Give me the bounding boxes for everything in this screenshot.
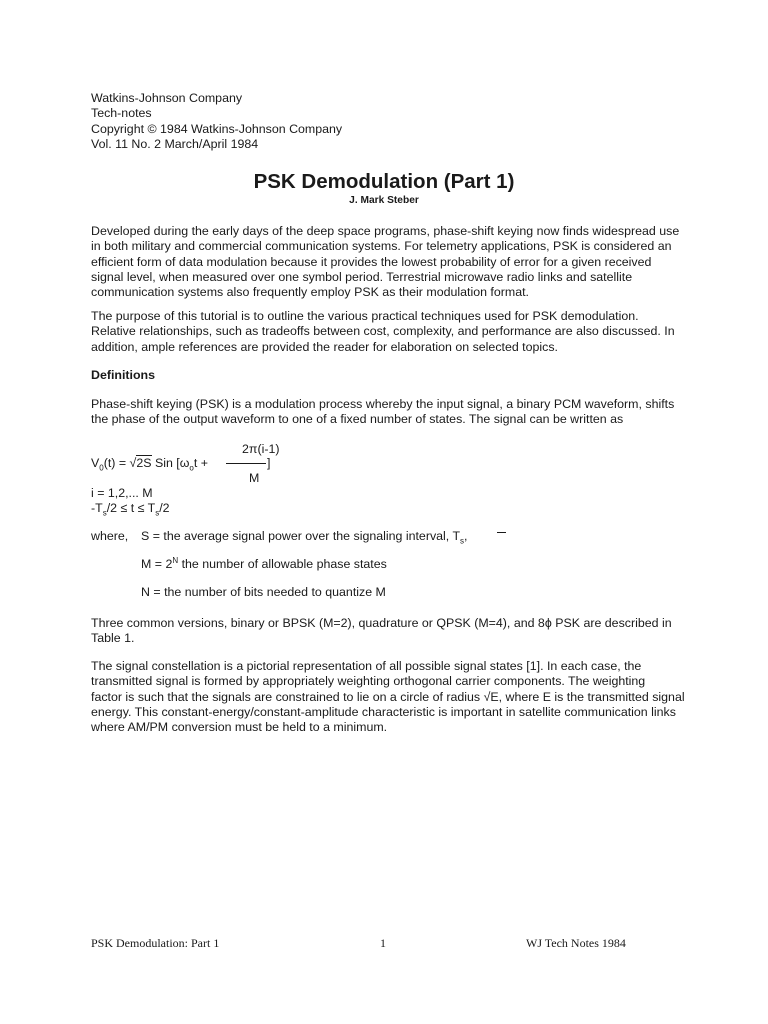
header-company: Watkins-Johnson Company [91,91,243,105]
m-def-sup: N [172,555,179,565]
definitions-line: Phase-shift keying (PSK) is a modulation process whereby the input signal, a binary PCM waveform, shifts [91,397,675,411]
t-range-b: /2 ≤ t ≤ T [106,501,156,516]
m-definition [141,557,387,572]
eq-t-plus: t + [193,456,208,470]
document-title: PSK Demodulation (Part 1) [253,170,515,193]
constellation-line: The signal constellation is a pictorial representation of all possible signal states [1]. In each case, the [91,659,642,673]
document-author: J. Mark Steber [349,195,419,206]
eq-sin: Sin [ω [151,456,190,470]
intro-line: efficient form of data modulation because it provides the lowest probability of error for a given received [91,254,652,269]
section-heading-definitions: Definitions [91,368,156,382]
constellation-line: where AM/PM conversion must be held to a minimum. [91,720,388,735]
s-definition [141,529,467,544]
versions-paragraph [91,616,683,647]
intro-line: Developed during the early days of the deep space programs, phase-shift keying now finds widespread use [91,224,680,238]
purpose-line: Relative relationships, such as tradeoffs between cost, complexity, and performance are also discussed. In [91,324,675,339]
header-series: Tech-notes [91,106,152,121]
overbar-mark [497,532,506,533]
footer-right: WJ Tech Notes 1984 [526,936,626,950]
versions-line: Three common versions, binary or BPSK (M=2), quadrature or QPSK (M=4), and 8ϕ PSK are described in [91,616,672,630]
purpose-paragraph [91,309,683,355]
equation-ranges [91,486,683,517]
versions-line: Table 1. [91,631,135,646]
footer-left: PSK Demodulation: Part 1 [91,936,220,950]
constellation-line: transmitted signal is formed by appropriately weighting orthogonal carrier components. The weighting [91,674,646,689]
eq-sqrt-arg: 2S [136,456,152,470]
eq-v-sub: 0 [99,463,104,473]
i-range: i = 1,2,... M [91,486,153,500]
t-range [91,501,683,516]
page-number: 1 [380,936,386,950]
company-header [91,91,683,152]
purpose-line: The purpose of this tutorial is to outline the various practical techniques used for PSK demodulation. [91,309,639,323]
definitions-line: the phase of the output waveform to one of a fixed number of states. The signal can be written as [91,412,624,427]
eq-t: (t) = √ [103,456,137,470]
where-label: where, [91,529,129,543]
constellation-line: factor is such that the signals are constrained to lie on a circle of radius √E, where E is the transmitted signal [91,689,685,704]
constellation-line: energy. This constant-energy/constant-amplitude characteristic is important in satellite communication links [91,704,676,719]
t-range-a: -T [91,501,103,516]
intro-line: communication systems also frequently employ PSK as their modulation format. [91,285,529,300]
m-def-a: M = 2 [141,557,173,571]
purpose-line: addition, ample references are provided the reader for elaboration on selected topics. [91,339,558,354]
t-range-sub2: s [155,508,160,518]
s-def-a: S = the average signal power over the signaling interval, T [141,529,461,543]
header-volume: Vol. 11 No. 2 March/April 1984 [91,136,259,151]
t-range-sub1: s [102,508,107,518]
eq-v: V [91,456,100,470]
s-def-b: , [464,529,468,543]
s-def-sub: s [460,536,465,546]
intro-paragraph [91,224,683,300]
intro-line: in both military and commercial communication systems. For telemetry applications, PSK is considered an [91,239,672,254]
constellation-paragraph [91,659,683,735]
m-def-b: the number of allowable phase states [178,557,387,571]
eq-omega-sub: o [189,463,194,473]
n-definition: N = the number of bits needed to quantize M [141,585,386,599]
header-copyright: Copyright © 1984 Watkins-Johnson Company [91,121,343,136]
intro-line: signal level, when measured over one symbol period. Terrestrial microwave radio links and satellite [91,269,633,284]
equation-lhs [91,456,208,471]
equation-numerator: 2π(i-1) [242,442,280,456]
equation-denominator: M [249,471,260,485]
fraction-bar [226,463,266,464]
equation-bracket: ] [267,456,271,470]
definitions-paragraph [91,397,683,428]
t-range-c: /2 [159,501,170,516]
